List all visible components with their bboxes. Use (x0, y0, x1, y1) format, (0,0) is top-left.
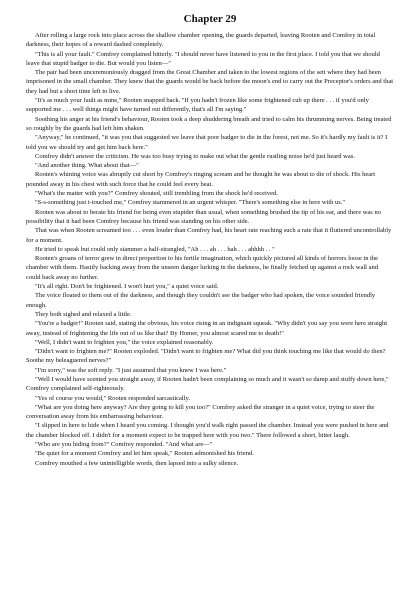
paragraph: "What are you doing here anyway? Are they going to kill you too?" Comfrey asked the stranger in a quiet voice, trying to steer the conversation away from his embarrassing behaviour. (26, 403, 375, 421)
paragraph: "Well, I didn't want to frighten you," the voice explained reasonably. (35, 338, 214, 346)
paragraph: "I'm sorry," was the soft reply. "I just assumed that you knew I was here." (35, 366, 227, 374)
paragraph: "Yes of course you would," Rooten responded sarcastically. (35, 394, 190, 402)
paragraph: "You're a badger!" Rooten said, stating the obvious, his voice rising in an indignant squeak. "Why didn't you say you were here straight away, instead of frightening the life out of us like that? By Homer, you almost scared me to death!" (26, 320, 388, 337)
paragraph: "And another thing. What about that—" (35, 162, 139, 170)
chapter-title: Chapter 29 (183, 13, 237, 25)
paragraph: "Didn't want to frighten me?" Rooten exploded. "Didn't want to frighten me? What did you think touching me like that would do then? Soothe my beleaguered nerves?" (26, 348, 386, 365)
paragraph: The pair had been unceremoniously dragged from the Great Chamber and taken to the lowest regions of the sett where they had been imprisoned in the small chamber. They knew that the guards would be back before the moon's end to carry out the Preceptor's orders and that they had but a short time left to live. (26, 69, 394, 95)
paragraph: "I slipped in here to hide when I heard you coming. I thought you'd walk right passed the chamber. Instead you were pushed in here and the chamber blocked off. I didn't for a moment expect to be trapped here with you two." There followed a short, bitter laugh. (26, 422, 389, 439)
chapter-body (26, 31, 394, 468)
paragraph: Rooten's groans of terror grew in direct proportion to his fertile imagination, which quickly pictured all kinds of horrors loose in the chamber with them. Hastily backing away from the unseen danger lurking in the darkness, he finally fetched up against a rock wall and could back away no further. (26, 255, 379, 281)
paragraph: They both sighed and relaxed a little. (35, 310, 132, 318)
paragraph: The voice floated to them out of the darkness, and though they couldn't see the badger who had spoken, the voice sounded friendly enough. (26, 292, 376, 309)
paragraph: Comfrey mouthed a few unintelligible words, then lapsed into a sulky silence. (35, 459, 239, 467)
paragraph: Rooten's whining voice was abruptly cut short by Comfrey's ringing scream and he thought he was about to die of shock. His heart pounded away in his chest with such force that he could feel every beat. (26, 171, 376, 188)
document-page (26, 12, 394, 468)
paragraph: "What's the matter with you?" Comfrey shouted, still trembling from the shock he'd received. (35, 190, 278, 198)
paragraph: That was when Rooten screamed too . . . even louder than Comfrey had, his heart rate reaching such a rate that it fluttered uncontrollably for a moment. (26, 227, 392, 244)
paragraph: "It's all right. Don't be frightened. I won't hurt you," a quiet voice said. (35, 283, 219, 291)
paragraph: Comfrey didn't answer the criticism. He was too busy trying to make out what the gentle rustling noise he'd just heard was. (35, 152, 355, 160)
paragraph: "S-s-something just t-touched me," Comfrey stammered in an urgent whisper. "There's something else in here with us." (35, 199, 346, 207)
paragraph: "Anyway," he continued, "it was you that suggested we leave that poor badger to die in the forest, not me. So it's hardly my fault is it? I told you we should try and get him back here." (26, 134, 388, 151)
paragraph: Soothing his anger at his friend's behaviour, Rooten took a deep shuddering breath and tried to calm his thrumming nerves. Being treated so roughly by the guards had left him shaken. (26, 115, 392, 132)
paragraph: "Who are you hiding from?" Comfrey responded. "And what are—" (35, 441, 213, 449)
paragraph: "It's as much your fault as mine," Rooten snapped back. "If you hadn't frozen like some frightened cub up there . . . if you'd only supported me . . . well things might have turned out differently, that's all I'm saying." (26, 97, 369, 114)
paragraph: "This is all your fault." Comfrey complained bitterly. "I should never have listened to you in the first place. I told you that we should leave that stupid badger to die. But would you listen—" (26, 50, 380, 67)
paragraph: After rolling a large rock into place across the shallow chamber opening, the guards departed, leaving Rooten and Comfrey in total darkness, their hopes of a reward dashed completely. (26, 32, 376, 49)
paragraph: "Well I would have scented you straight away, if Rooten hadn't been complaining so much and it wasn't so damp and stuffy down here," Comfrey complained self-righteously. (26, 375, 389, 393)
paragraph: Rooten was about to berate his friend for being even stupider than usual, when something brushed the tip of his ear, and there was no possibility that it had been Comfrey because his friend was standing on his other side. (26, 208, 381, 225)
paragraph: He tried to speak but could only stammer a half-strangled, "Ah . . . ah . . . hah . . . ahhhh . . " (35, 245, 275, 253)
paragraph: "Be quiet for a moment Comfrey and let him speak," Rooten admonished his friend. (35, 450, 254, 458)
